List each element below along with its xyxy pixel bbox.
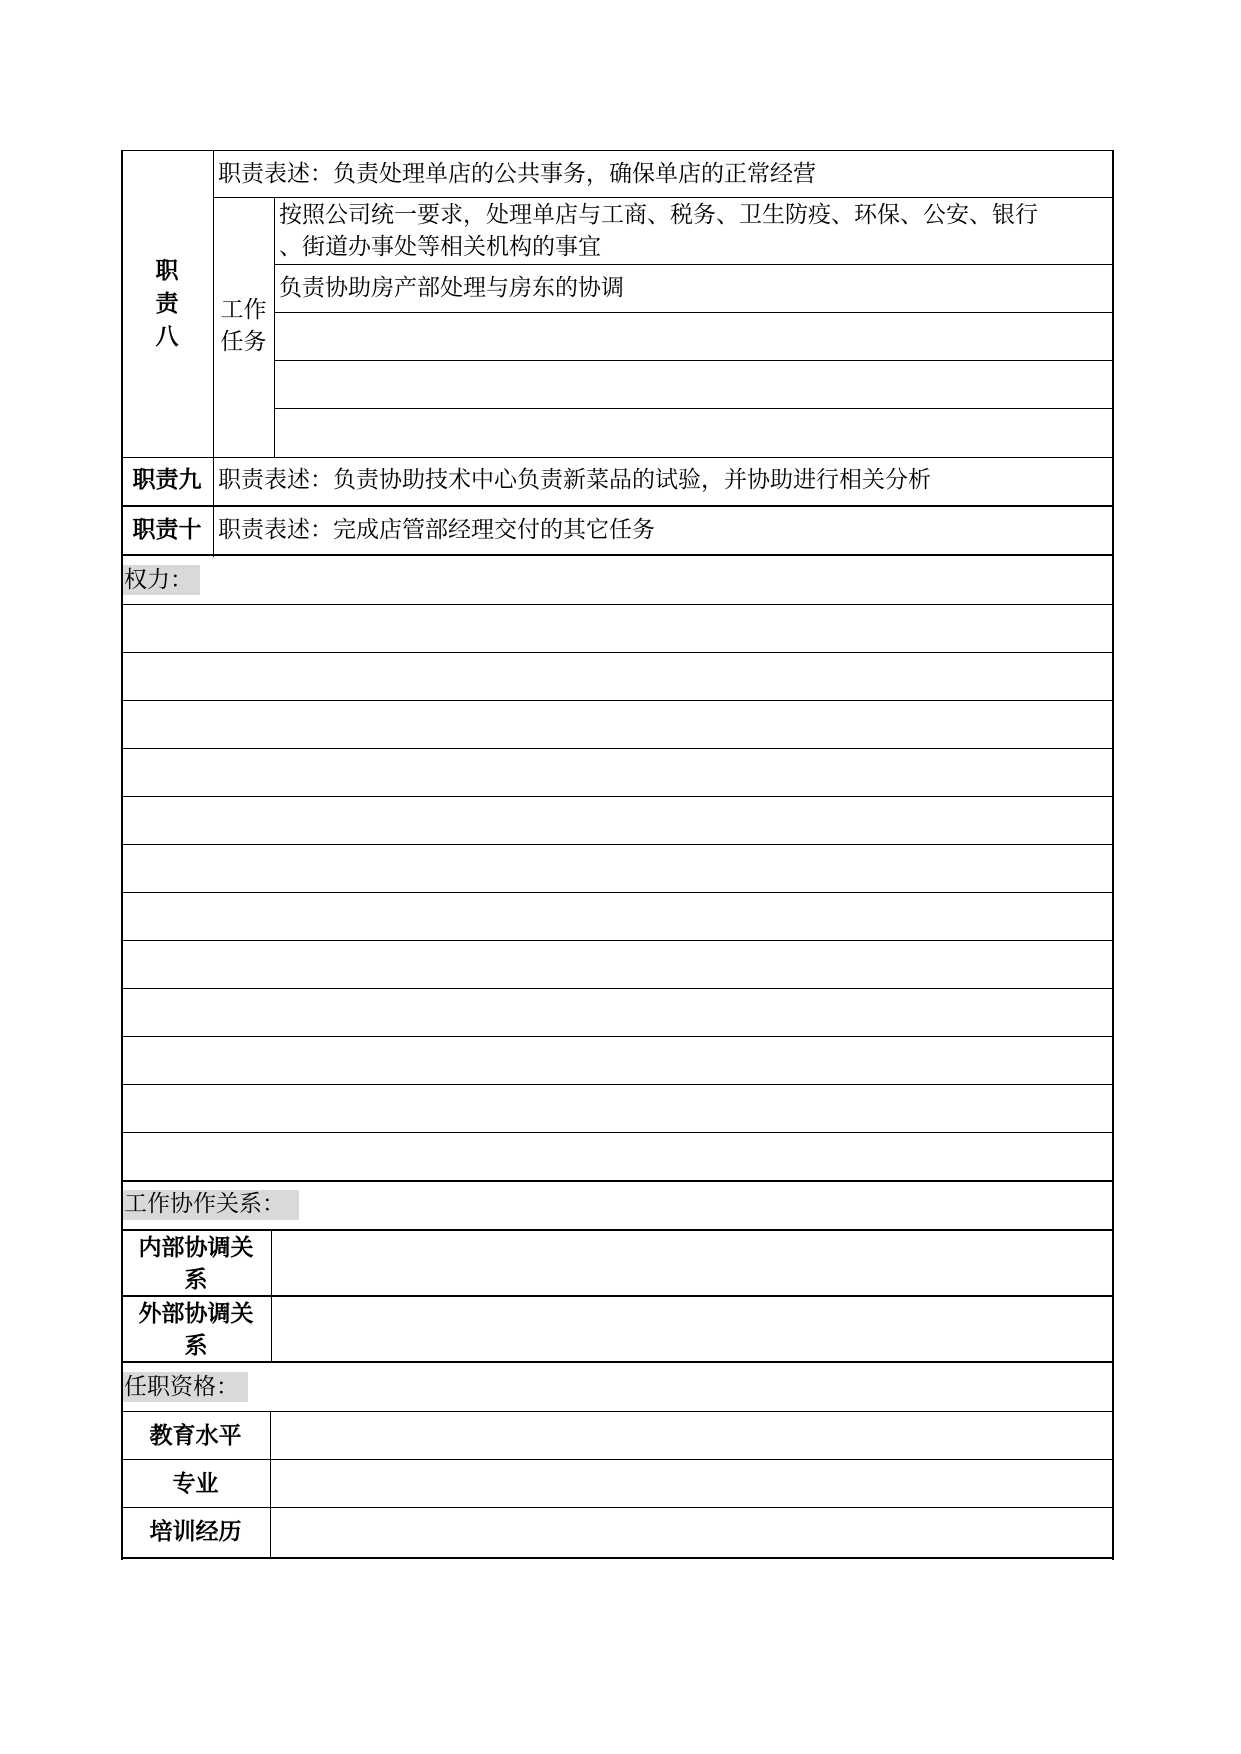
- authority-title: 权力：: [124, 567, 193, 593]
- authority-row-line: [121, 700, 1113, 701]
- major-row-bottom: [121, 1507, 1113, 1508]
- duty9-label: 职责九: [132, 467, 202, 493]
- duty8-task-row-line: [274, 264, 1112, 265]
- table-bottom-border: [121, 1557, 1113, 1559]
- authority-row-line: [121, 604, 1113, 605]
- duty10-label: 职责十: [132, 517, 202, 543]
- external-coordination-label: 外部协调关 系: [138, 1301, 254, 1359]
- duty8-task-1-line2: 、街道办事处等相关机构的事宜: [279, 234, 601, 260]
- duty10-description: 职责表述：完成店管部经理交付的其它任务: [218, 517, 655, 543]
- duty9-description: 职责表述：负责协助技术中心负责新菜品的试验，并协助进行相关分析: [218, 467, 931, 493]
- table-right-border: [1112, 150, 1114, 1560]
- major-label: 专业: [172, 1471, 219, 1497]
- duty10-label-divider: [213, 505, 214, 557]
- authority-row-line: [121, 652, 1113, 653]
- qualifications-label-divider: [270, 1411, 271, 1558]
- duty8-description-bottom: [213, 197, 1112, 198]
- duty8-task-row-line: [274, 312, 1112, 313]
- authority-row-line: [121, 1132, 1113, 1133]
- internal-coordination-bottom: [121, 1295, 1113, 1297]
- table-top-border: [121, 150, 1113, 151]
- duty8-task-divider: [274, 197, 275, 458]
- duty9-bottom: [121, 505, 1113, 507]
- internal-coordination-label: 内部协调关 系: [138, 1235, 254, 1293]
- duty8-label: 职 责 八: [155, 258, 179, 350]
- authority-row-line: [121, 748, 1113, 749]
- duty8-task-row-line: [274, 408, 1112, 409]
- duty10-bottom: [121, 554, 1113, 556]
- authority-row-line: [121, 1084, 1113, 1085]
- authority-row-line: [121, 844, 1113, 845]
- duty8-description: 职责表述：负责处理单店的公共事务，确保单店的正常经营: [218, 161, 816, 187]
- authority-row-line: [121, 796, 1113, 797]
- authority-bottom: [121, 1180, 1113, 1182]
- authority-row-line: [121, 940, 1113, 941]
- duty8-task-row-line: [274, 360, 1112, 361]
- education-row-bottom: [121, 1459, 1113, 1460]
- collaboration-title: 工作协作关系：: [124, 1191, 285, 1217]
- duty8-task-2: 负责协助房产部处理与房东的协调: [279, 275, 624, 301]
- duty8-task-1-line1: 按照公司统一要求，处理单店与工商、税务、卫生防疫、环保、公安、银行: [279, 202, 1038, 228]
- authority-row-line: [121, 1036, 1113, 1037]
- collaboration-header-bottom: [121, 1229, 1113, 1231]
- external-coordination-bottom: [121, 1361, 1113, 1363]
- authority-row-line: [121, 988, 1113, 989]
- qualifications-title: 任职资格：: [124, 1374, 239, 1400]
- training-history-label: 培训经历: [149, 1519, 242, 1545]
- duty8-bottom: [121, 457, 1113, 458]
- authority-row-line: [121, 892, 1113, 893]
- education-level-label: 教育水平: [149, 1423, 242, 1449]
- duty8-task-label: 工作 任务: [220, 297, 267, 355]
